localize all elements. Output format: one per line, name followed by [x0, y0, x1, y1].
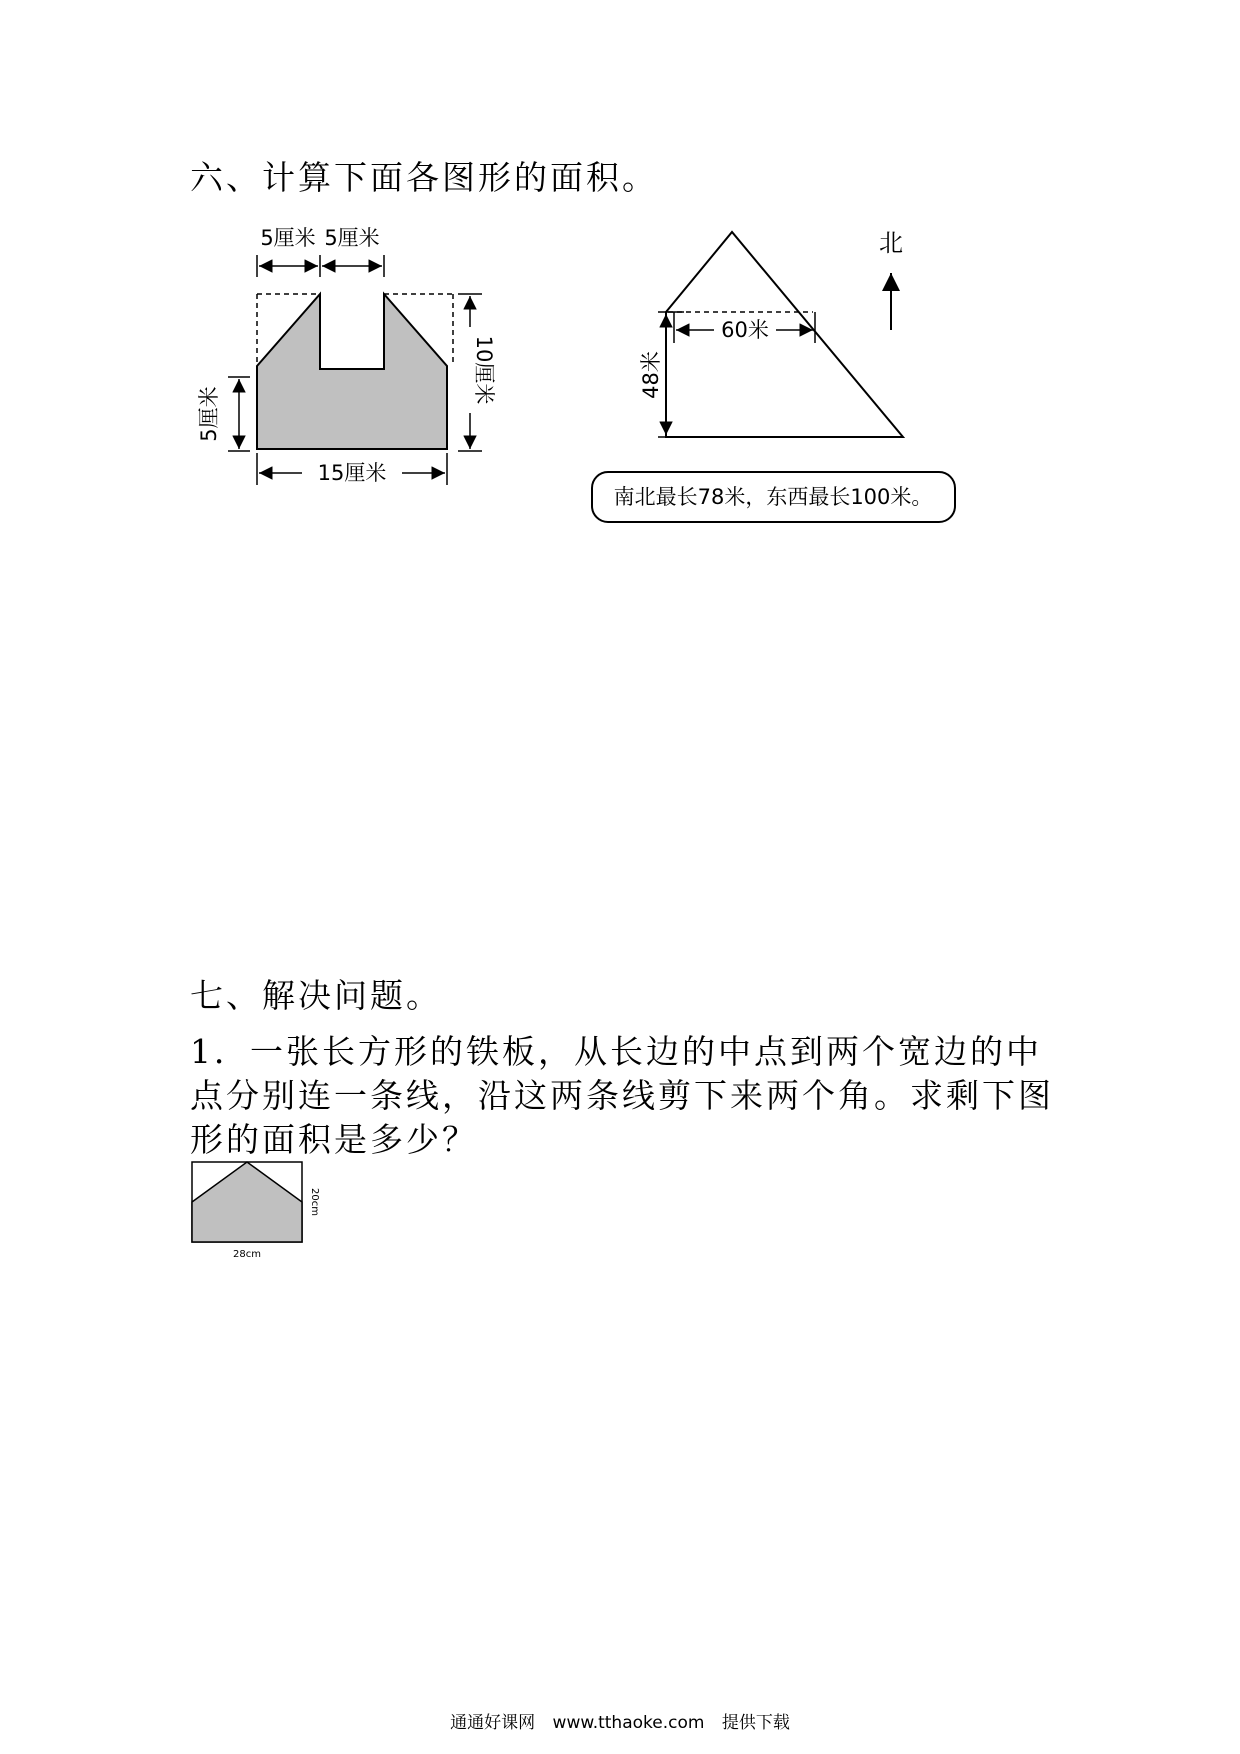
left-height-label: 5厘米	[197, 386, 221, 442]
top-right-width-label: 5厘米	[324, 226, 380, 250]
caption-text: 南北最长78米，东西最长100米。	[613, 485, 933, 509]
height-label: 48米	[639, 351, 663, 399]
height-cm-label: 20cm	[309, 1188, 320, 1216]
figure2-diagram	[590, 215, 990, 525]
top-left-width-label: 5厘米	[260, 226, 316, 250]
problem1-text: 1．一张长方形的铁板，从长边的中点到两个宽边的中点分别连一条线，沿这两条线剪下来两个角。求剩下图形的面积是多少？	[190, 1032, 1054, 1159]
dash-length-label: 60米	[721, 318, 769, 342]
footer-site-name: 通通好课网	[450, 1713, 536, 1733]
right-height-label: 10厘米	[472, 335, 496, 405]
problem1-diagram	[190, 1160, 330, 1280]
north-label: 北	[879, 229, 903, 257]
section7-title: 七、解决问题。	[190, 976, 442, 1015]
figure1-shape	[257, 294, 447, 449]
figure1-diagram	[190, 215, 510, 495]
section6-title: 六、计算下面各图形的面积。	[190, 158, 658, 197]
figure2-outline	[666, 232, 903, 437]
bottom-width-label: 15厘米	[317, 461, 387, 485]
footer	[0, 1708, 1240, 1733]
footer-suffix: 提供下载	[721, 1713, 790, 1733]
width-cm-label: 28cm	[233, 1249, 261, 1260]
footer-url[interactable]: www.tthaoke.com	[552, 1713, 705, 1733]
